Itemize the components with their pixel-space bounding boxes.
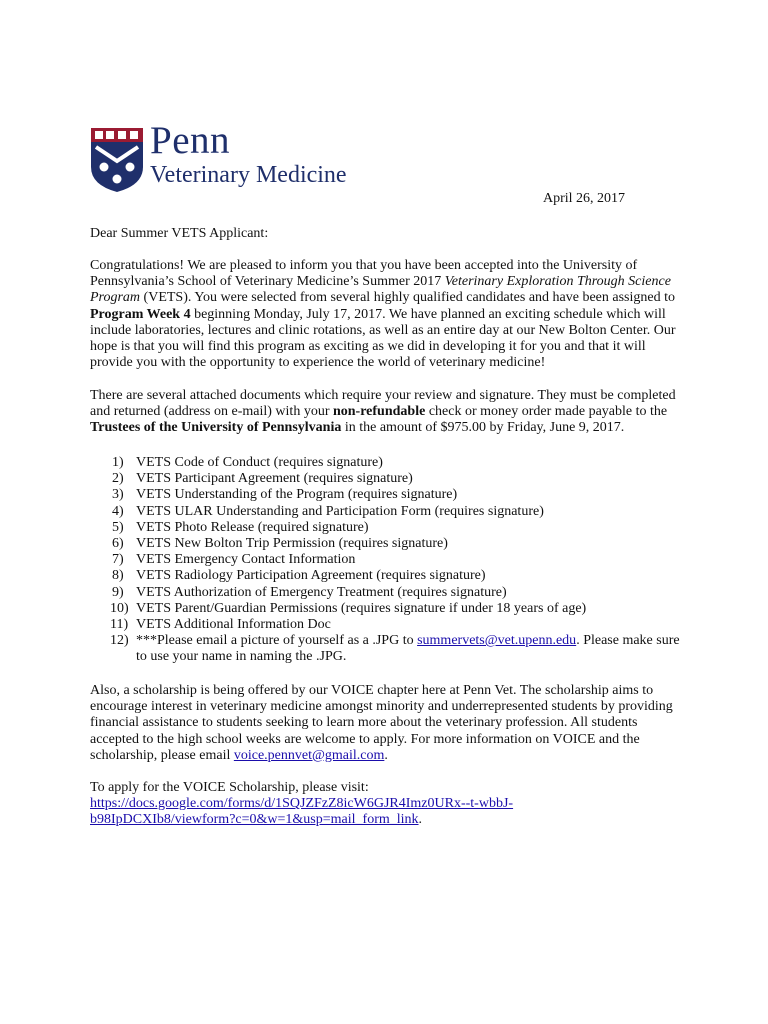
list-item-text: VETS Photo Release (required signature) [136,519,369,535]
list-item-text: VETS Authorization of Emergency Treatment (requires signature) [136,584,507,600]
penn-vet-logo [90,119,390,193]
text-span: . [384,747,388,763]
list-item-text: VETS Additional Information Doc [136,616,331,632]
list-number: 6) [112,535,124,551]
text-span: ***Please email a picture of yourself as a .JPG to [136,633,418,649]
paragraph-acceptance [90,258,680,371]
list-item [90,455,680,471]
letter-date: April 26, 2017 [543,191,626,206]
list-item [90,552,680,568]
penn-shield-icon [90,127,144,193]
text-line [90,420,680,436]
logo-subtitle: Veterinary Medicine [150,162,347,188]
list-item-text: VETS Code of Conduct (requires signature) [136,455,383,470]
list-item-text: VETS ULAR Understanding and Participation Form (requires signature) [136,503,544,519]
text-line [90,748,680,764]
text-span: beginning Monday, July 17, 2017. We have planned an exciting schedule which will [190,306,666,322]
list-item [90,536,680,552]
scholarship-form-link[interactable]: https://docs.google.com/forms/d/1SQJZFzZ8icW6GJR4Imz0URx--t-wbbJ- [90,796,514,812]
list-item-text: VETS Participant Agreement (requires signature) [136,471,413,487]
list-item-text: VETS Understanding of the Program (requires signature) [136,487,458,503]
text-line [90,290,680,306]
list-item [90,471,680,487]
list-number: 3) [112,487,124,503]
program-name: Veterinary Exploration Through Science [444,274,671,290]
paragraph-scholarship [90,683,680,764]
paragraph-apply [90,780,680,829]
text-line: provide you with the opportunity to experience the world of veterinary medicine! [90,355,546,371]
list-item [90,520,680,536]
list-item-text: VETS Emergency Contact Information [136,552,356,568]
text-line [90,307,680,323]
text-line: Congratulations! We are pleased to inform you that you have been accepted into the University of [90,258,638,273]
list-number: 9) [112,584,124,600]
text-line: To apply for the VOICE Scholarship, please visit: [90,780,369,795]
text-span: check or money order made payable to the [425,404,668,420]
text-line: include laboratories, lectures and clinic rotations, as well as an entire day at our New Bolton Center. Our [90,322,676,338]
list-number: 4) [112,503,124,519]
logo-title: Penn [150,119,230,162]
list-number: 5) [112,519,124,535]
list-item-continuation [90,649,680,665]
text-line [90,796,680,812]
text-line: accepted to the high school weeks are welcome to apply. For more information on VOICE and the [90,731,640,747]
list-item [90,504,680,520]
list-item [90,617,680,633]
salutation: Dear Summer VETS Applicant: [90,226,269,241]
list-number: 7) [112,552,124,568]
text-span: . [418,812,423,828]
text-span: (VETS). You were selected from several highly qualified candidates and have been assigned to [140,290,675,306]
non-refundable-label: non-refundable [332,404,426,420]
text-span: and returned (address on e-mail) with your [90,404,333,420]
payee-label: Trustees of the University of Pennsylvania [90,420,342,436]
text-line: encourage interest in veterinary medicine amongst minority and underrepresented students by providing [90,699,673,715]
list-item [90,487,680,503]
list-item [90,568,680,584]
text-line [90,274,680,290]
list-item [90,601,680,617]
text-line: hope is that you will find this program as exciting as we did in developing it for you and that it will [90,339,646,355]
list-number: 12) [110,633,129,649]
list-item-text: to use your name in naming the .JPG. [136,649,347,665]
list-number: 8) [112,568,124,584]
list-item-photo [90,633,680,649]
list-item-text: VETS Parent/Guardian Permissions (requires signature if under 18 years of age) [136,600,587,616]
text-span: scholarship, please email [90,747,234,763]
list-number: 10) [110,600,129,616]
list-item-text: VETS Radiology Participation Agreement (requires signature) [136,568,486,584]
text-line [90,404,680,420]
text-line [90,812,680,828]
text-line: financial assistance to students seeking to learn more about the veterinary profession. All students [90,715,638,731]
scholarship-form-link-cont[interactable]: b98IpDCXIb8/viewform?c=0&w=1&usp=mail_form_link [90,812,419,828]
list-number: 11) [110,616,129,632]
summervets-email-link[interactable]: summervets@vet.upenn.edu [417,633,577,649]
program-week: Program Week 4 [90,306,191,322]
text-line: Also, a scholarship is being offered by our VOICE chapter here at Penn Vet. The scholarship aims to [90,683,654,698]
list-item [90,585,680,601]
text-span: . Please make sure [576,633,680,649]
text-span: Pennsylvania’s School of Veterinary Medicine’s Summer 2017 [90,274,445,290]
list-item-text [136,633,680,649]
text-line: There are several attached documents which require your review and signature. They must be completed [90,388,676,403]
paragraph-documents [90,388,680,437]
program-name-cont: Program [90,290,141,306]
list-item-text: VETS New Bolton Trip Permission (requires signature) [136,535,448,551]
voice-email-link[interactable]: voice.pennvet@gmail.com [233,747,385,763]
document-list [90,455,680,665]
text-span: in the amount of $975.00 by Friday, June 9, 2017. [341,420,625,436]
list-number: 1) [112,455,124,470]
list-number: 2) [112,471,124,487]
